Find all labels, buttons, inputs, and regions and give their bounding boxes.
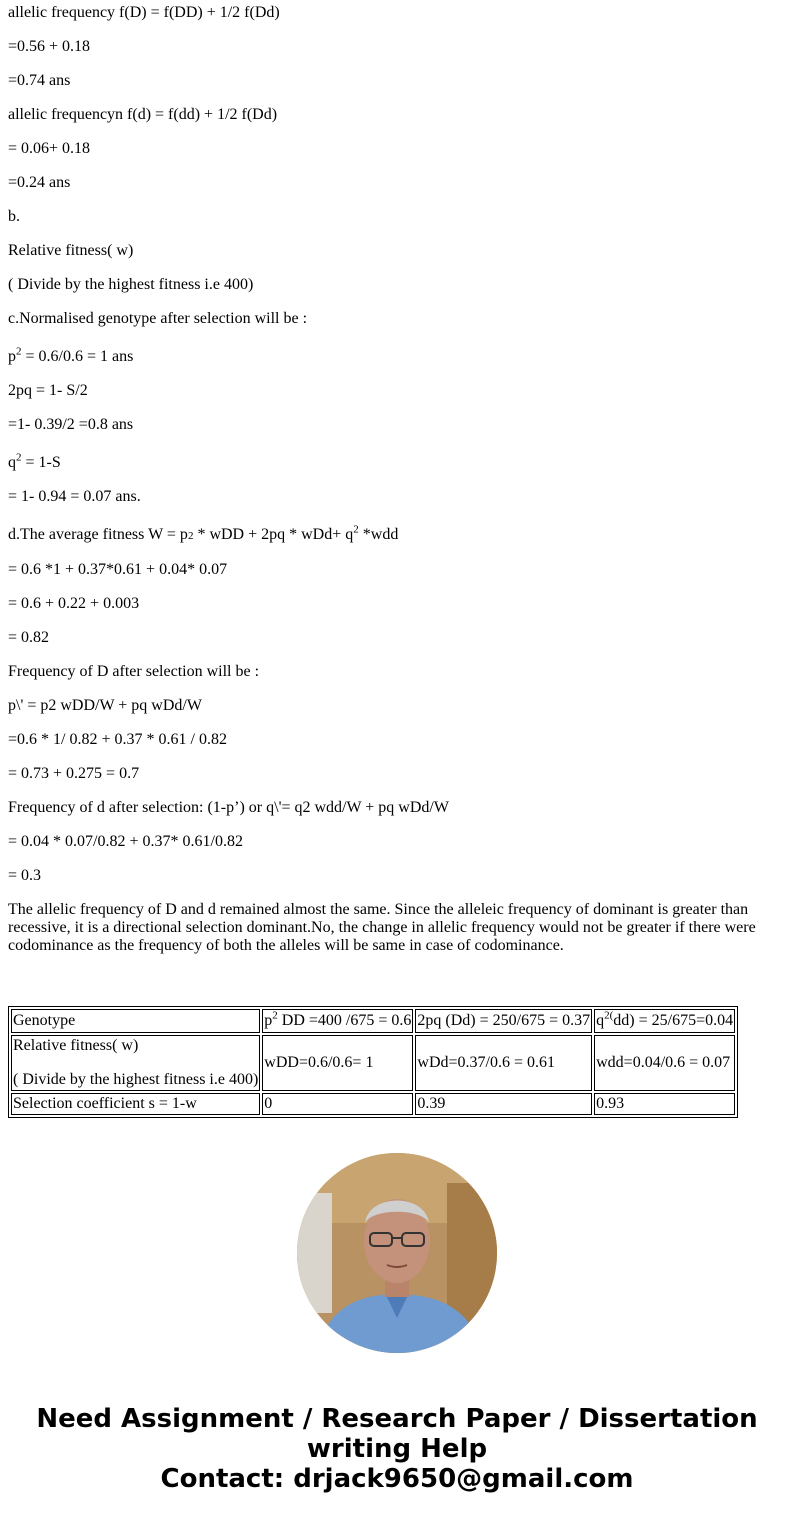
calc-line: = 0.06+ 0.18 <box>8 140 91 157</box>
exponent: 2 <box>16 345 22 358</box>
exponent: 2( <box>604 1009 614 1022</box>
table-cell: wDd=0.37/0.6 = 0.61 <box>415 1035 592 1091</box>
table-cell: Genotype <box>11 1009 260 1033</box>
answer-line: = 0.3 <box>8 867 42 884</box>
exponent: 2 <box>272 1009 278 1022</box>
expr: *wdd <box>358 526 399 543</box>
expr: * wDD + 2pq * wDd+ q <box>193 526 354 543</box>
calc-line: =0.6 * 1/ 0.82 + 0.37 * 0.61 / 0.82 <box>8 731 227 748</box>
expr: dd) = 25/675=0.04 <box>613 1012 734 1029</box>
conclusion-paragraph: The allelic frequency of D and d remained almost the same. Since the alleleic frequency of dominant is greater than recessive, it is a directional selection dominant.No, the change in allelic frequency would not be greater if there were codominance as the frequency of both the alleles will be same in case of codominance. <box>8 901 756 954</box>
answer-line: =0.74 ans <box>8 72 71 89</box>
calc-line: = 0.04 * 0.07/0.82 + 0.37* 0.61/0.82 <box>8 833 243 850</box>
part-b-label: b. <box>8 208 20 225</box>
cell-line: ( Divide by the highest fitness i.e 400) <box>13 1071 259 1088</box>
table-cell: 0 <box>262 1093 413 1115</box>
answer-line: = 1- 0.94 = 0.07 ans. <box>8 488 141 505</box>
cell-spacer <box>13 1055 258 1071</box>
part-c-heading: c.Normalised genotype after selection will be : <box>8 310 308 327</box>
genotype-table <box>8 1006 738 1118</box>
table-cell <box>262 1009 413 1033</box>
p-prime-formula: p\' = p2 wDD/W + pq wDd/W <box>8 697 202 714</box>
table-cell: Selection coefficient s = 1-w <box>11 1093 260 1115</box>
relative-fitness-heading: Relative fitness( w) <box>8 242 134 259</box>
answer-line: =0.24 ans <box>8 174 71 191</box>
table-row <box>11 1035 735 1091</box>
exponent: 2 <box>16 451 22 464</box>
table-cell: 0.39 <box>415 1093 592 1115</box>
allelic-frequency-D-formula: allelic frequency f(D) = f(DD) + 1/2 f(Dd) <box>8 4 280 21</box>
banner-line: writing Help <box>306 1434 488 1464</box>
frequency-d-formula: Frequency of d after selection: (1-p’) or q\'= q2 wdd/W + pq wDd/W <box>8 799 449 816</box>
table-cell <box>11 1035 260 1091</box>
answer-line: = 0.82 <box>8 629 50 646</box>
relative-fitness-note: ( Divide by the highest fitness i.e 400) <box>8 276 254 293</box>
calc-line: = 0.73 + 0.275 = 0.7 <box>8 765 140 782</box>
table-row <box>11 1009 735 1033</box>
answer-line: =1- 0.39/2 =0.8 ans <box>8 416 134 433</box>
var: q <box>596 1012 605 1029</box>
contact-email: Contact: drjack9650@gmail.com <box>160 1464 634 1494</box>
table-cell: wDD=0.6/0.6= 1 <box>262 1035 413 1091</box>
table-cell <box>594 1009 735 1033</box>
var: p <box>8 348 16 365</box>
calc-line: =0.56 + 0.18 <box>8 38 91 55</box>
frequency-D-heading: Frequency of D after selection will be : <box>8 663 260 680</box>
exponent: 2 <box>187 530 194 542</box>
calc-line: = 0.6 *1 + 0.37*0.61 + 0.04* 0.07 <box>8 561 228 578</box>
banner-line: Need Assignment / Research Paper / Dissertation <box>36 1404 758 1434</box>
table-cell: wdd=0.04/0.6 = 0.07 <box>594 1035 735 1091</box>
p-squared-line <box>8 345 786 366</box>
table-row <box>11 1093 735 1115</box>
cell-line: Relative fitness( w) <box>13 1037 139 1054</box>
portrait-image <box>297 1153 497 1353</box>
var: q <box>8 454 16 471</box>
calc-line: = 0.6 + 0.22 + 0.003 <box>8 595 140 612</box>
var: p <box>264 1012 273 1029</box>
exponent: 2 <box>353 523 359 536</box>
allelic-frequency-d-formula: allelic frequencyn f(d) = f(dd) + 1/2 f(Dd) <box>8 106 278 123</box>
average-fitness-formula <box>8 523 786 545</box>
table-cell: 0.93 <box>594 1093 735 1115</box>
solution-text <box>8 0 786 955</box>
two-pq-line: 2pq = 1- S/2 <box>8 382 88 399</box>
author-avatar <box>297 1153 497 1353</box>
expr: = 0.6/0.6 = 1 ans <box>21 348 134 365</box>
expr: DD =400 /675 = 0.6 <box>277 1012 412 1029</box>
contact-banner <box>0 1404 794 1494</box>
expr: d.The average fitness W = p <box>8 526 188 543</box>
table-cell: 2pq (Dd) = 250/675 = 0.37 <box>415 1009 592 1033</box>
q-squared-line <box>8 451 786 472</box>
expr: = 1-S <box>21 454 61 471</box>
